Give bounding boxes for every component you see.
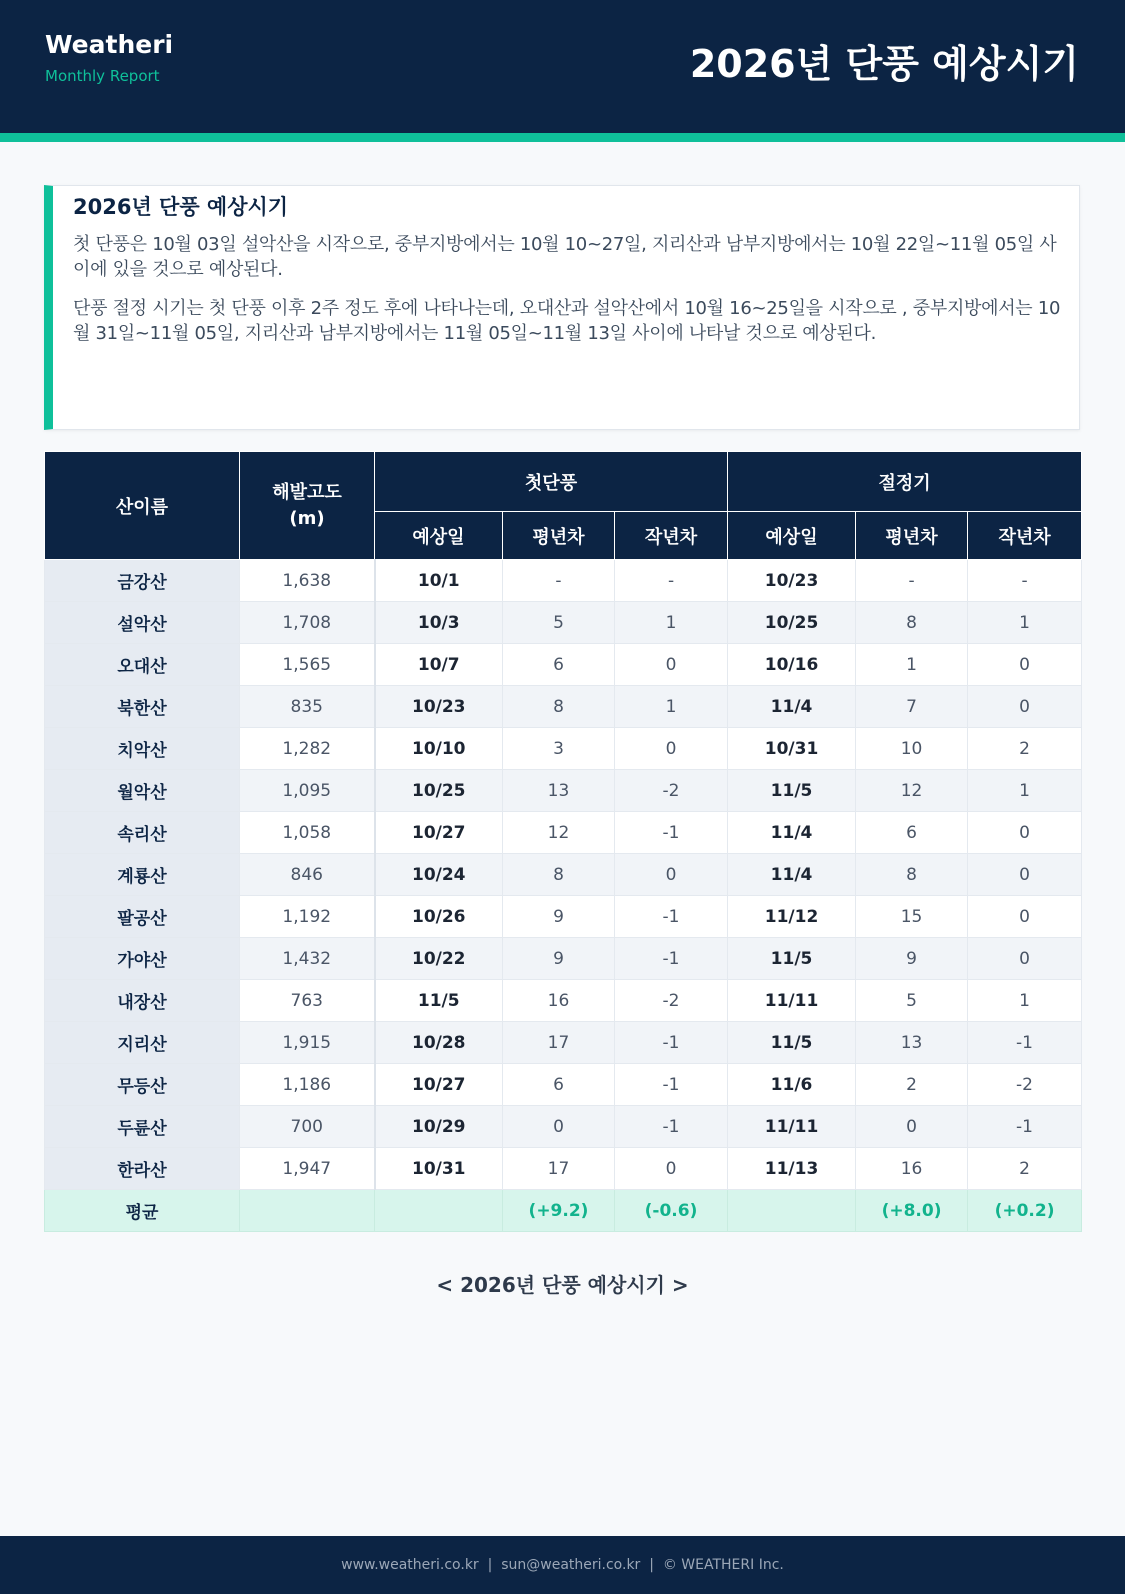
table-row bbox=[45, 1148, 1082, 1190]
cell-altitude: 700 bbox=[240, 1106, 375, 1148]
cell-mountain-name: 계룡산 bbox=[45, 854, 240, 896]
cell-altitude: 1,708 bbox=[240, 602, 375, 644]
summary-title: 2026년 단풍 예상시기 bbox=[73, 195, 289, 219]
cell-altitude: 1,186 bbox=[240, 1064, 375, 1106]
header-peak-vs-normal: 평년차 bbox=[856, 512, 968, 560]
cell-altitude: 846 bbox=[240, 854, 375, 896]
footer-copyright: © WEATHERI Inc. bbox=[662, 1557, 784, 1573]
cell-altitude: 1,282 bbox=[240, 728, 375, 770]
footer-email[interactable]: sun@weatheri.co.kr bbox=[501, 1557, 641, 1573]
cell-first-date: 10/3 bbox=[375, 602, 503, 644]
cell-peak-vs-last-year: - bbox=[968, 560, 1082, 602]
cell-peak-vs-normal: 16 bbox=[856, 1148, 968, 1190]
cell-peak-vs-last-year: 0 bbox=[968, 896, 1082, 938]
cell-peak-vs-normal: 8 bbox=[856, 854, 968, 896]
average-first-vs-normal: (+9.2) bbox=[503, 1190, 615, 1232]
summary-paragraph-peak: 단풍 절정 시기는 첫 단풍 이후 2주 정도 후에 나타나는데, 오대산과 설악산에서 10월 16~25일을 시작으로 , 중부지방에서는 10월 31일~11월 05일, 지리산과 남부지방에서는 11월 05일~11월 13일 사이에 나타날 것으로 예상된다. bbox=[73, 298, 1061, 344]
cell-first-date: 10/10 bbox=[375, 728, 503, 770]
cell-peak-date: 10/25 bbox=[728, 602, 856, 644]
cell-peak-date: 10/31 bbox=[728, 728, 856, 770]
average-peak-date-empty bbox=[728, 1190, 856, 1232]
cell-first-vs-last-year: 0 bbox=[615, 1148, 728, 1190]
header-altitude bbox=[240, 452, 375, 560]
cell-peak-vs-normal: 8 bbox=[856, 602, 968, 644]
cell-mountain-name: 월악산 bbox=[45, 770, 240, 812]
cell-peak-vs-last-year: 0 bbox=[968, 812, 1082, 854]
cell-mountain-name: 팔공산 bbox=[45, 896, 240, 938]
cell-mountain-name: 속리산 bbox=[45, 812, 240, 854]
cell-peak-date: 11/4 bbox=[728, 812, 856, 854]
header-first-foliage: 첫단풍 bbox=[375, 452, 728, 512]
cell-mountain-name: 무등산 bbox=[45, 1064, 240, 1106]
cell-peak-date: 11/5 bbox=[728, 938, 856, 980]
cell-first-date: 10/31 bbox=[375, 1148, 503, 1190]
cell-peak-date: 11/13 bbox=[728, 1148, 856, 1190]
cell-mountain-name: 오대산 bbox=[45, 644, 240, 686]
cell-first-vs-normal: 6 bbox=[503, 1064, 615, 1106]
table-row bbox=[45, 728, 1082, 770]
average-peak-vs-last-year: (+0.2) bbox=[968, 1190, 1082, 1232]
cell-altitude: 1,432 bbox=[240, 938, 375, 980]
table-row bbox=[45, 854, 1082, 896]
table-row bbox=[45, 1064, 1082, 1106]
table-body bbox=[45, 560, 1082, 1232]
page-title: 2026년 단풍 예상시기 bbox=[689, 42, 1079, 86]
foliage-table bbox=[44, 451, 1082, 1232]
table-caption: < 2026년 단풍 예상시기 > bbox=[436, 1273, 689, 1297]
footer-separator: | bbox=[640, 1557, 663, 1573]
cell-peak-vs-normal: 13 bbox=[856, 1022, 968, 1064]
cell-first-vs-normal: 9 bbox=[503, 938, 615, 980]
cell-mountain-name: 지리산 bbox=[45, 1022, 240, 1064]
cell-first-vs-normal: 17 bbox=[503, 1148, 615, 1190]
average-peak-vs-normal: (+8.0) bbox=[856, 1190, 968, 1232]
cell-first-vs-last-year: 0 bbox=[615, 644, 728, 686]
cell-first-vs-last-year: -2 bbox=[615, 770, 728, 812]
cell-peak-date: 10/23 bbox=[728, 560, 856, 602]
average-altitude-empty bbox=[240, 1190, 375, 1232]
cell-first-vs-normal: 9 bbox=[503, 896, 615, 938]
cell-first-date: 10/25 bbox=[375, 770, 503, 812]
cell-first-vs-last-year: -1 bbox=[615, 1064, 728, 1106]
cell-peak-vs-last-year: 0 bbox=[968, 938, 1082, 980]
table-row bbox=[45, 602, 1082, 644]
table-row bbox=[45, 812, 1082, 854]
average-label: 평균 bbox=[45, 1190, 240, 1232]
cell-peak-vs-normal: 15 bbox=[856, 896, 968, 938]
cell-peak-vs-normal: 9 bbox=[856, 938, 968, 980]
table-row bbox=[45, 560, 1082, 602]
cell-altitude: 835 bbox=[240, 686, 375, 728]
cell-first-date: 10/1 bbox=[375, 560, 503, 602]
cell-first-date: 10/22 bbox=[375, 938, 503, 980]
cell-peak-vs-last-year: -1 bbox=[968, 1106, 1082, 1148]
cell-first-vs-last-year: 0 bbox=[615, 854, 728, 896]
cell-peak-vs-normal: 0 bbox=[856, 1106, 968, 1148]
cell-peak-vs-last-year: -1 bbox=[968, 1022, 1082, 1064]
cell-peak-date: 11/11 bbox=[728, 1106, 856, 1148]
cell-first-vs-last-year: - bbox=[615, 560, 728, 602]
cell-first-date: 10/28 bbox=[375, 1022, 503, 1064]
table-row bbox=[45, 980, 1082, 1022]
header-first-date: 예상일 bbox=[375, 512, 503, 560]
table-row bbox=[45, 686, 1082, 728]
cell-first-date: 10/24 bbox=[375, 854, 503, 896]
cell-first-vs-normal: 6 bbox=[503, 644, 615, 686]
cell-altitude: 1,947 bbox=[240, 1148, 375, 1190]
table-row bbox=[45, 1106, 1082, 1148]
cell-mountain-name: 북한산 bbox=[45, 686, 240, 728]
cell-peak-vs-last-year: 2 bbox=[968, 728, 1082, 770]
cell-peak-vs-last-year: -2 bbox=[968, 1064, 1082, 1106]
cell-first-vs-normal: 5 bbox=[503, 602, 615, 644]
header-first-vs-normal: 평년차 bbox=[503, 512, 615, 560]
average-first-date-empty bbox=[375, 1190, 503, 1232]
brand-subtitle: Monthly Report bbox=[45, 67, 160, 85]
cell-mountain-name: 금강산 bbox=[45, 560, 240, 602]
cell-mountain-name: 설악산 bbox=[45, 602, 240, 644]
cell-first-date: 10/26 bbox=[375, 896, 503, 938]
cell-first-vs-normal: 12 bbox=[503, 812, 615, 854]
cell-first-vs-normal: 0 bbox=[503, 1106, 615, 1148]
cell-peak-date: 11/11 bbox=[728, 980, 856, 1022]
cell-altitude: 1,565 bbox=[240, 644, 375, 686]
cell-peak-vs-last-year: 0 bbox=[968, 686, 1082, 728]
table-row bbox=[45, 1022, 1082, 1064]
cell-peak-vs-normal: 7 bbox=[856, 686, 968, 728]
cell-first-vs-normal: 8 bbox=[503, 686, 615, 728]
cell-altitude: 1,192 bbox=[240, 896, 375, 938]
average-row bbox=[45, 1190, 1082, 1232]
cell-peak-date: 11/4 bbox=[728, 686, 856, 728]
brand-name[interactable]: Weatheri bbox=[45, 30, 174, 59]
cell-peak-vs-last-year: 0 bbox=[968, 854, 1082, 896]
footer bbox=[0, 1536, 1125, 1594]
cell-first-date: 10/27 bbox=[375, 812, 503, 854]
cell-altitude: 1,915 bbox=[240, 1022, 375, 1064]
header-first-vs-last-year: 작년차 bbox=[615, 512, 728, 560]
cell-peak-vs-last-year: 0 bbox=[968, 644, 1082, 686]
header-peak-date: 예상일 bbox=[728, 512, 856, 560]
average-first-vs-last-year: (-0.6) bbox=[615, 1190, 728, 1232]
cell-first-vs-normal: - bbox=[503, 560, 615, 602]
cell-first-vs-last-year: -1 bbox=[615, 1106, 728, 1148]
footer-website[interactable]: www.weatheri.co.kr bbox=[341, 1557, 479, 1573]
cell-peak-date: 11/5 bbox=[728, 1022, 856, 1064]
cell-altitude: 1,638 bbox=[240, 560, 375, 602]
cell-peak-vs-normal: 12 bbox=[856, 770, 968, 812]
cell-first-vs-last-year: 0 bbox=[615, 728, 728, 770]
cell-mountain-name: 내장산 bbox=[45, 980, 240, 1022]
cell-peak-vs-normal: 6 bbox=[856, 812, 968, 854]
cell-peak-date: 11/5 bbox=[728, 770, 856, 812]
cell-first-vs-normal: 13 bbox=[503, 770, 615, 812]
cell-peak-vs-normal: 1 bbox=[856, 644, 968, 686]
cell-first-vs-last-year: -1 bbox=[615, 896, 728, 938]
cell-first-date: 10/27 bbox=[375, 1064, 503, 1106]
cell-peak-date: 11/4 bbox=[728, 854, 856, 896]
cell-mountain-name: 두륜산 bbox=[45, 1106, 240, 1148]
cell-peak-vs-last-year: 1 bbox=[968, 602, 1082, 644]
cell-peak-vs-normal: 5 bbox=[856, 980, 968, 1022]
cell-first-vs-last-year: -2 bbox=[615, 980, 728, 1022]
cell-peak-vs-last-year: 1 bbox=[968, 980, 1082, 1022]
cell-peak-vs-normal: - bbox=[856, 560, 968, 602]
cell-altitude: 763 bbox=[240, 980, 375, 1022]
cell-first-vs-last-year: -1 bbox=[615, 938, 728, 980]
cell-mountain-name: 가야산 bbox=[45, 938, 240, 980]
cell-peak-vs-last-year: 2 bbox=[968, 1148, 1082, 1190]
header-peak-vs-last-year: 작년차 bbox=[968, 512, 1082, 560]
cell-first-vs-last-year: -1 bbox=[615, 812, 728, 854]
cell-mountain-name: 치악산 bbox=[45, 728, 240, 770]
cell-first-vs-normal: 8 bbox=[503, 854, 615, 896]
header bbox=[0, 0, 1125, 133]
header-peak: 절정기 bbox=[728, 452, 1082, 512]
footer-separator: | bbox=[478, 1557, 502, 1573]
header-altitude-label: 해발고도 (m) bbox=[272, 481, 342, 529]
table-row bbox=[45, 644, 1082, 686]
header-accent-bar bbox=[0, 133, 1125, 142]
summary-box bbox=[44, 185, 1080, 430]
cell-peak-date: 11/12 bbox=[728, 896, 856, 938]
cell-altitude: 1,095 bbox=[240, 770, 375, 812]
cell-first-vs-last-year: -1 bbox=[615, 1022, 728, 1064]
table-row bbox=[45, 938, 1082, 980]
cell-first-vs-normal: 3 bbox=[503, 728, 615, 770]
header-mountain: 산이름 bbox=[45, 452, 240, 560]
cell-peak-vs-last-year: 1 bbox=[968, 770, 1082, 812]
cell-first-date: 10/7 bbox=[375, 644, 503, 686]
cell-altitude: 1,058 bbox=[240, 812, 375, 854]
cell-mountain-name: 한라산 bbox=[45, 1148, 240, 1190]
cell-first-vs-normal: 17 bbox=[503, 1022, 615, 1064]
cell-first-date: 10/29 bbox=[375, 1106, 503, 1148]
cell-peak-date: 11/6 bbox=[728, 1064, 856, 1106]
cell-peak-date: 10/16 bbox=[728, 644, 856, 686]
table-row bbox=[45, 896, 1082, 938]
cell-first-vs-last-year: 1 bbox=[615, 686, 728, 728]
cell-peak-vs-normal: 2 bbox=[856, 1064, 968, 1106]
cell-first-date: 10/23 bbox=[375, 686, 503, 728]
summary-paragraph-first-foliage: 첫 단풍은 10월 03일 설악산을 시작으로, 중부지방에서는 10월 10~27일, 지리산과 남부지방에서는 10월 22일~11월 05일 사이에 있을 것으로 예상된다. bbox=[73, 234, 1057, 280]
table-row bbox=[45, 770, 1082, 812]
cell-peak-vs-normal: 10 bbox=[856, 728, 968, 770]
cell-first-vs-normal: 16 bbox=[503, 980, 615, 1022]
cell-first-date: 11/5 bbox=[375, 980, 503, 1022]
cell-first-vs-last-year: 1 bbox=[615, 602, 728, 644]
